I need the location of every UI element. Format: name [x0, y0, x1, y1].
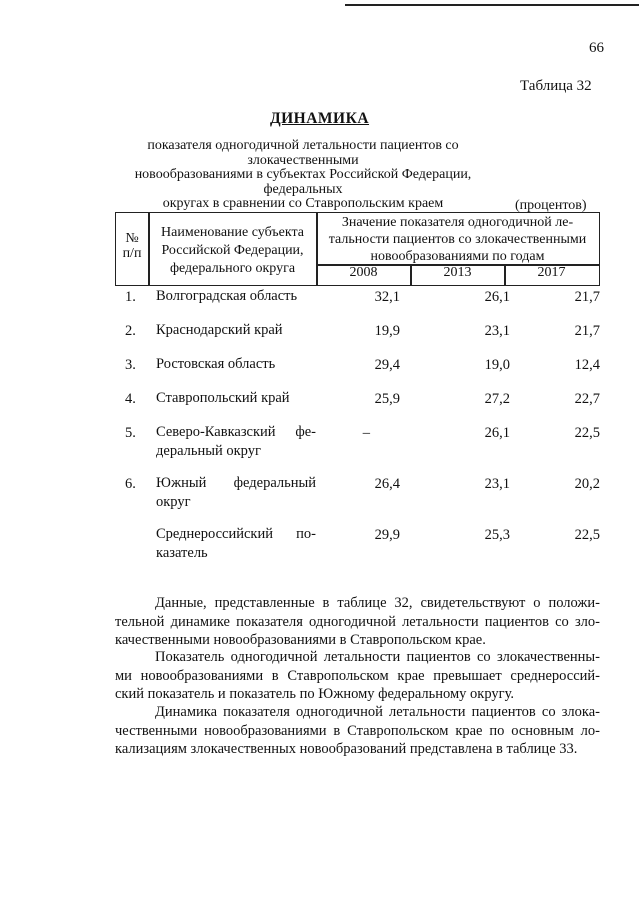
value-2008: 19,9 [374, 323, 400, 339]
header-year: 2013 [443, 265, 472, 280]
unit-label: (процентов) [515, 198, 587, 213]
paragraph-line: качественными новообразованиями в Ставропольском крае. [115, 632, 486, 648]
value-2008: 29,9 [374, 527, 400, 543]
row-name: Краснодарский край [156, 322, 283, 338]
value-2008: – [362, 425, 370, 441]
row-name [156, 474, 316, 512]
value-2013: 25,3 [484, 527, 510, 543]
value-2013: 23,1 [484, 476, 510, 492]
value-2008: 25,9 [374, 391, 400, 407]
row-number: 3. [125, 357, 136, 373]
row-name: Ростовская область [156, 356, 276, 372]
header-value-text: Значение показателя одногодичной ле- тальности пациентов со злокачественными новообразованиями по годам [328, 215, 587, 264]
row-number: 1. [125, 289, 136, 305]
value-2017: 22,5 [574, 527, 600, 543]
paragraph-line: Динамика показателя одногодичной летальности пациентов со злока- [155, 704, 600, 720]
body-paragraph [115, 594, 600, 650]
row-number: 4. [125, 391, 136, 407]
value-2013: 27,2 [484, 391, 510, 407]
row-name [156, 525, 316, 563]
row-name-line: Южный федеральный [156, 475, 316, 491]
value-2017: 21,7 [574, 289, 600, 305]
row-number: 5. [125, 425, 136, 441]
subtitle-line: новообразованиями в субъектах Российской Федерации, федеральных [134, 167, 472, 197]
document-subtitle [118, 139, 488, 212]
row-name-line: округ [156, 494, 191, 510]
subtitle-line: округах в сравнении со Ставропольским краем [162, 196, 444, 211]
header-number-text: № п/п [122, 231, 142, 261]
body-paragraph [115, 703, 600, 759]
value-2008: 26,4 [374, 476, 400, 492]
value-2008: 29,4 [374, 357, 400, 373]
value-2017: 20,2 [574, 476, 600, 492]
value-2017: 12,4 [574, 357, 600, 373]
row-name [156, 423, 316, 461]
table-label: Таблица 32 [520, 78, 592, 94]
value-2013: 23,1 [484, 323, 510, 339]
row-number: 6. [125, 476, 136, 492]
paragraph-line: тельной динамике показателя одногодичной летальности пациентов со зло- [115, 613, 600, 630]
row-name-line: казатель [156, 545, 208, 561]
row-name-line: Северо-Кавказский фе- [156, 424, 316, 440]
value-2017: 22,5 [574, 425, 600, 441]
paragraph-line: ми новообразованиями в Ставропольском крае превышает среднероссий- [115, 667, 600, 684]
paragraph-line: кализациям злокачественных новообразований представлена в таблице 33. [115, 741, 578, 757]
header-year: 2017 [537, 265, 566, 280]
row-name: Ставропольский край [156, 390, 290, 406]
body-paragraph [115, 648, 600, 704]
paragraph-line: ский показатель и показатель по Южному федеральному округу. [115, 686, 515, 702]
value-2017: 21,7 [574, 323, 600, 339]
value-2013: 26,1 [484, 289, 510, 305]
page-number: 66 [589, 40, 604, 56]
row-name: Волгоградская область [156, 288, 298, 304]
paragraph-line: Показатель одногодичной летальности пациентов со злокачественны- [155, 649, 600, 665]
value-2013: 19,0 [484, 357, 510, 373]
header-name-text: Наименование субъекта Российской Федерации, федерального округа [161, 225, 304, 276]
document-title: ДИНАМИКА [269, 110, 370, 127]
row-number: 2. [125, 323, 136, 339]
row-name-line: деральный округ [156, 443, 261, 459]
value-2008: 32,1 [374, 289, 400, 305]
paragraph-line: Данные, представленные в таблице 32, свидетельствуют о положи- [155, 595, 600, 611]
subtitle-line: показателя одногодичной летальности пациентов со злокачественными [147, 138, 459, 168]
value-2013: 26,1 [484, 425, 510, 441]
top-rule [345, 4, 639, 6]
row-name-line: Среднероссийский по- [156, 526, 316, 542]
header-year: 2008 [349, 265, 378, 280]
value-2017: 22,7 [574, 391, 600, 407]
paragraph-line: чественными новообразованиями в Ставропольском крае по основным ло- [115, 722, 600, 739]
